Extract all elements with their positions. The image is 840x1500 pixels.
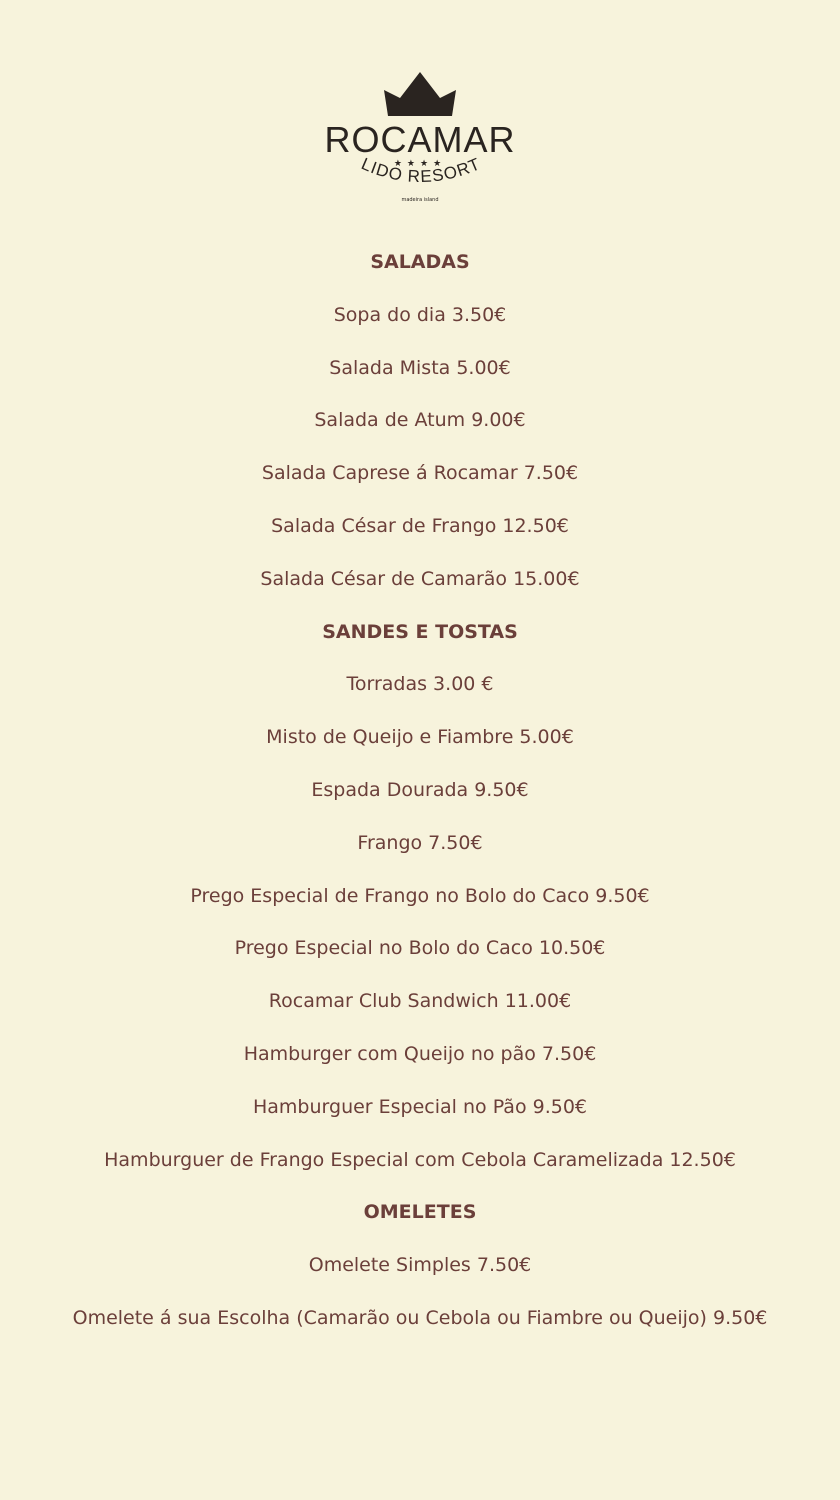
menu-item: Prego Especial de Frango no Bolo do Caco 9.50€ (190, 884, 650, 907)
logo-subtitle: LIDO RESORT (358, 154, 484, 187)
section-heading-saladas: SALADAS (370, 251, 470, 273)
menu-item: Salada Mista 5.00€ (329, 356, 511, 379)
menu-item: Salada César de Camarão 15.00€ (260, 567, 580, 590)
menu-list (0, 242, 840, 1351)
logo-tagline: madeira island (401, 197, 439, 203)
section-heading-sandes-e-tostas: SANDES E TOSTAS (322, 620, 518, 643)
logo-name: ROCAMAR (324, 119, 516, 160)
logo-stars: ★★★★ (393, 159, 447, 169)
menu-item: Omelete á sua Escolha (Camarão ou Cebola ou Fiambre ou Queijo) 9.50€ (72, 1306, 768, 1329)
menu-item: Omelete Simples 7.50€ (308, 1254, 532, 1277)
logo-graphic (320, 68, 520, 208)
section-heading-omeletes: OMELETES (363, 1201, 477, 1224)
menu-item: Salada de Atum 9.00€ (314, 409, 526, 432)
menu-item: Hamburguer de Frango Especial com Cebola Caramelizada 12.50€ (104, 1148, 736, 1171)
menu-item: Rocamar Club Sandwich 11.00€ (268, 990, 572, 1013)
menu-item: Frango 7.50€ (357, 831, 483, 854)
menu-item: Salada Caprese á Rocamar 7.50€ (261, 462, 579, 485)
menu-item: Hamburger com Queijo no pão 7.50€ (243, 1042, 597, 1065)
rocamar-logo (320, 68, 520, 208)
menu-item: Misto de Queijo e Fiambre 5.00€ (266, 726, 574, 749)
menu-item: Espada Dourada 9.50€ (311, 778, 529, 801)
menu-item: Salada César de Frango 12.50€ (271, 514, 569, 537)
menu-item: Prego Especial no Bolo do Caco 10.50€ (234, 937, 606, 960)
menu-item: Hamburguer Especial no Pão 9.50€ (252, 1095, 587, 1118)
menu-item: Torradas 3.00 € (346, 673, 494, 696)
crown-icon (384, 72, 456, 116)
menu-item: Sopa do dia 3.50€ (333, 303, 507, 326)
